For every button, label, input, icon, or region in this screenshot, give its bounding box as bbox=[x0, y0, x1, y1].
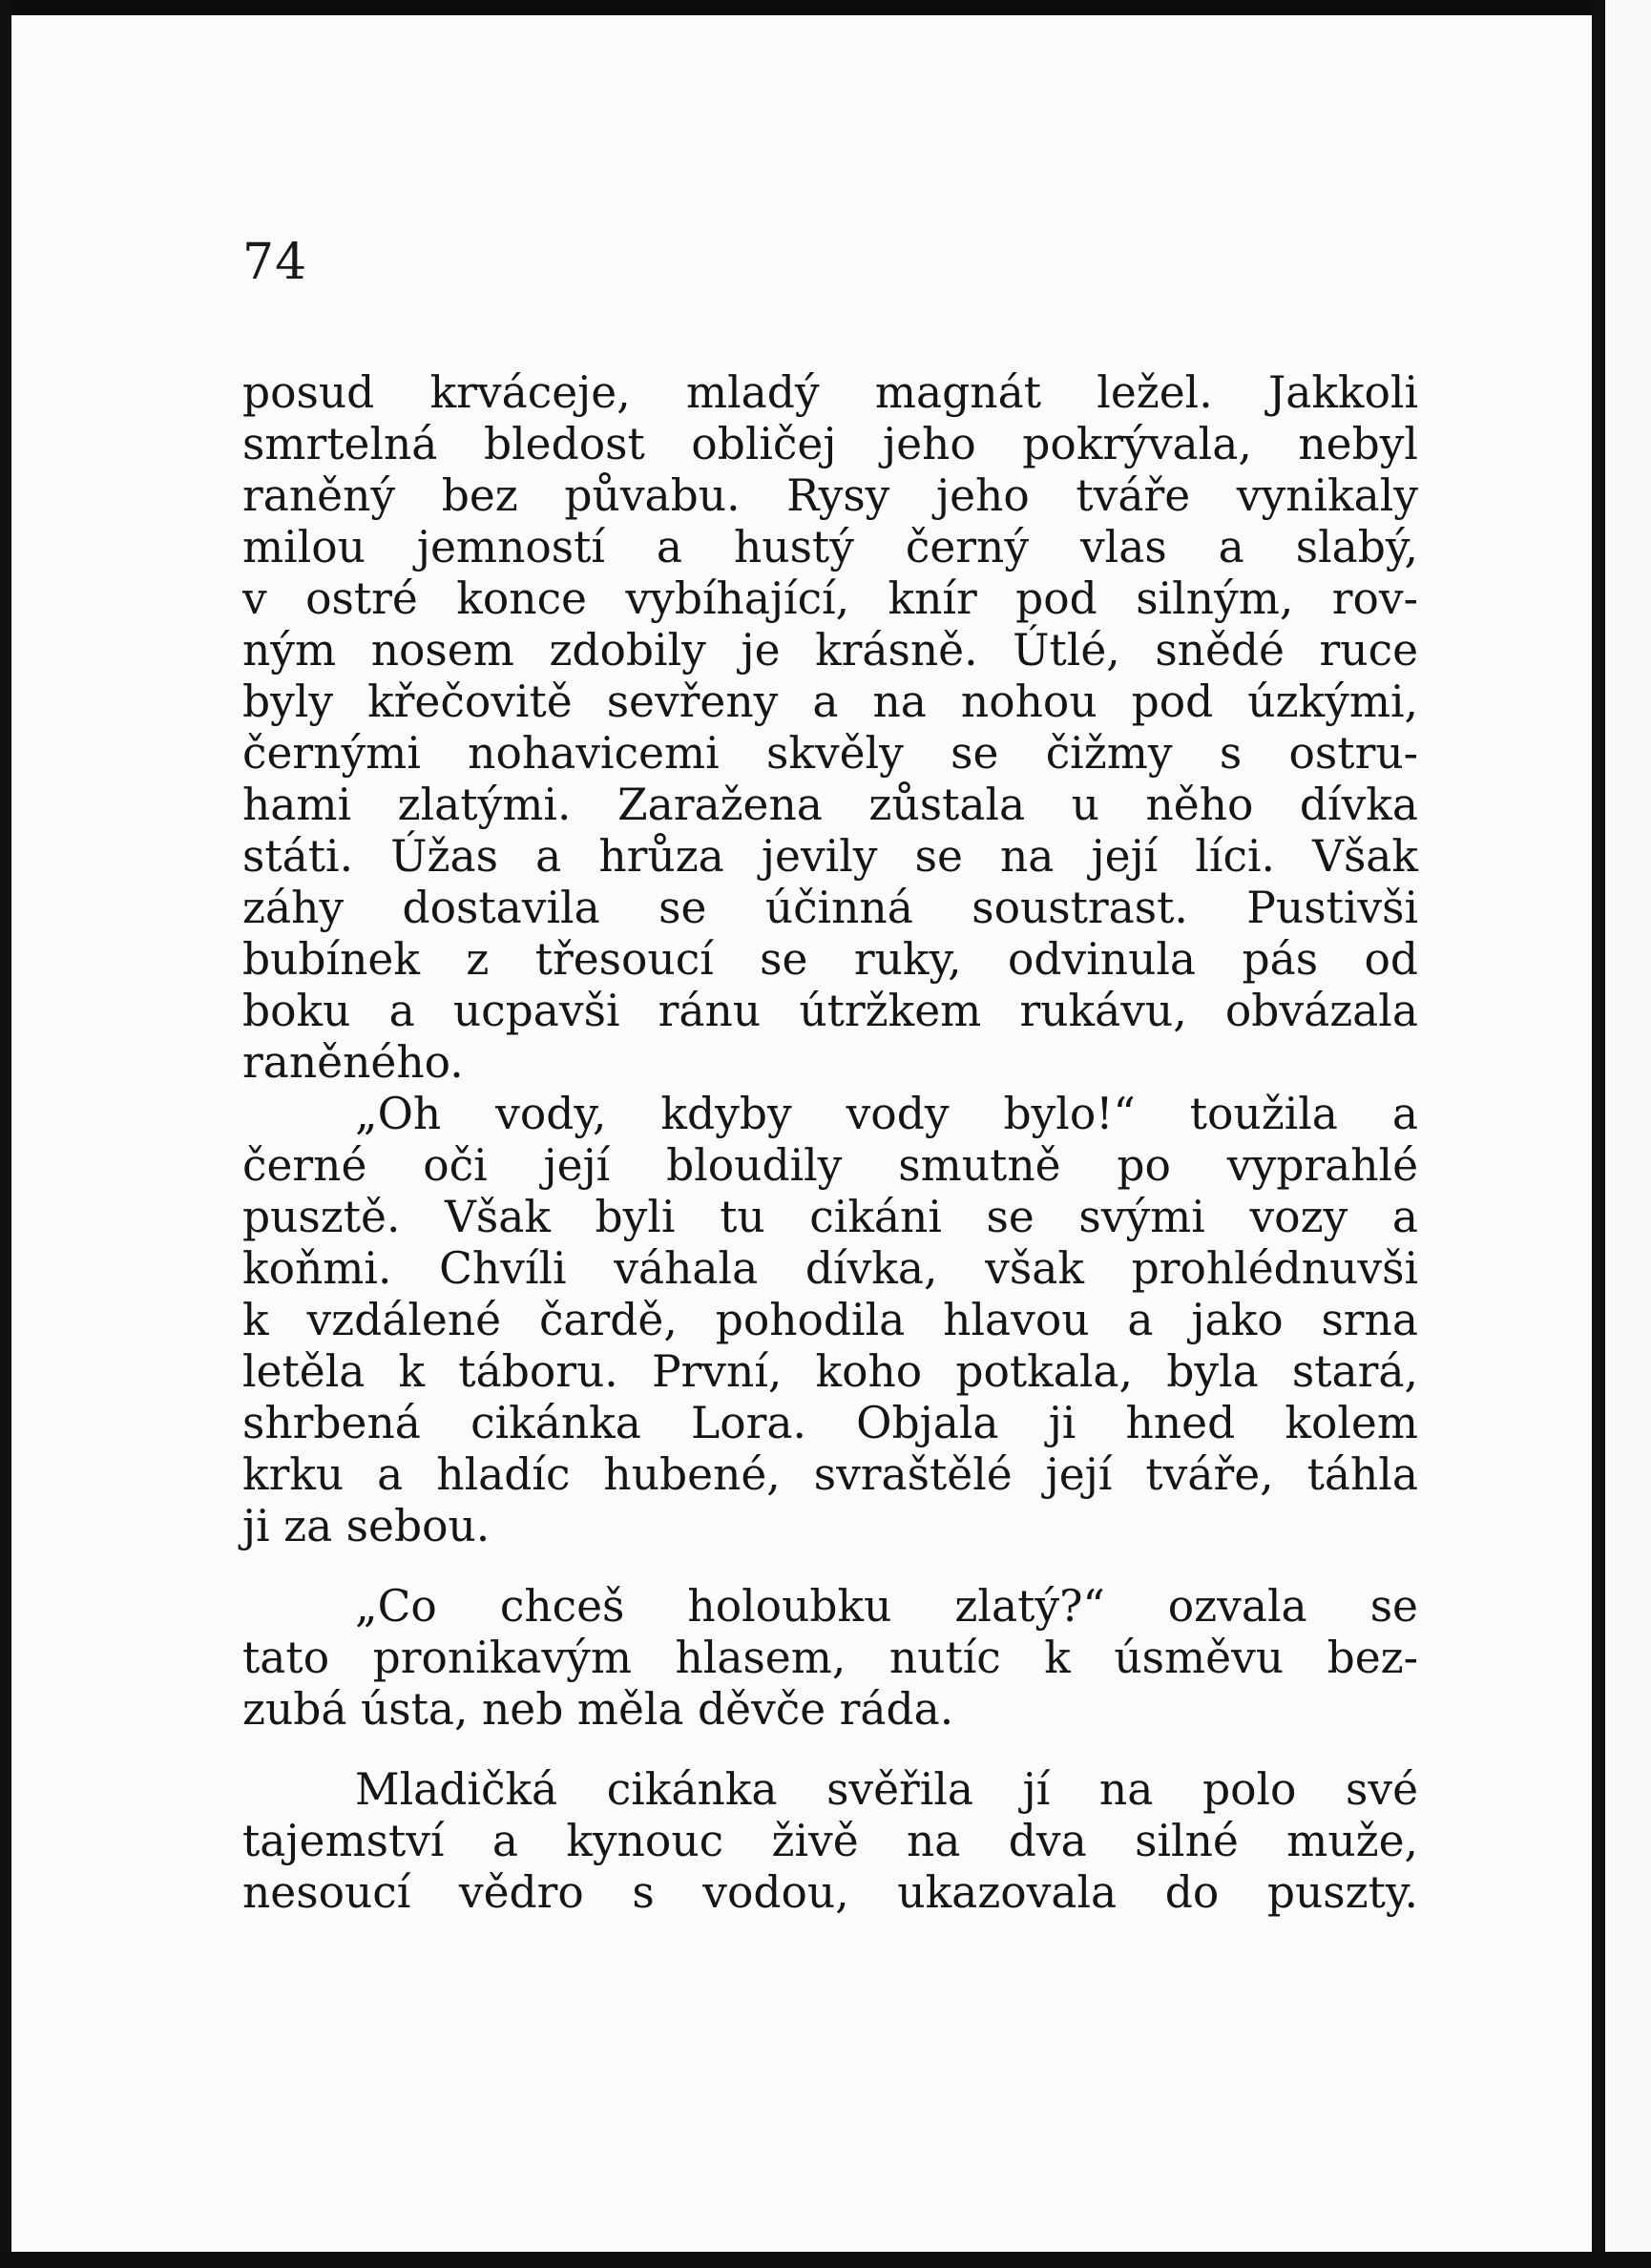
scan-border-left bbox=[0, 0, 11, 2268]
text-line: bubínek z třesoucí se ruky, odvinula pás od bbox=[242, 934, 1418, 985]
text-line: černé oči její bloudily smutně po vyprahlé bbox=[242, 1140, 1418, 1191]
text-line: tato pronikavým hlasem, nutíc k úsměvu bez- bbox=[242, 1633, 1418, 1683]
paragraph bbox=[242, 1764, 1418, 1919]
text-line: ji za sebou. bbox=[242, 1501, 491, 1551]
text-line: státi. Úžas a hrůza jevily se na její líci. Však bbox=[242, 831, 1418, 882]
text-line: letěla k táboru. První, koho potkala, byla stará, bbox=[242, 1346, 1418, 1397]
paragraph-gap bbox=[242, 1736, 1418, 1764]
body-text bbox=[242, 367, 1418, 1919]
text-line: byly křečovitě sevřeny a na nohou pod úzkými, bbox=[242, 676, 1418, 727]
text-line: shrbená cikánka Lora. Objala ji hned kolem bbox=[242, 1398, 1418, 1448]
paragraph bbox=[242, 1089, 1418, 1552]
paragraph bbox=[242, 367, 1418, 1089]
paragraph bbox=[242, 1581, 1418, 1736]
text-line: ným nosem zdobily je krásně. Útlé, snědé ruce bbox=[242, 625, 1418, 676]
text-line: milou jemností a hustý černý vlas a slabý, bbox=[242, 522, 1418, 572]
text-line: nesoucí vědro s vodou, ukazovala do puszty. bbox=[242, 1867, 1418, 1918]
text-line: krku a hladíc hubené, svraštělé její tváře, táhla bbox=[242, 1449, 1418, 1500]
text-line: „Oh vody, kdyby vody bylo!“ toužila a bbox=[355, 1089, 1418, 1139]
page-number: 74 bbox=[242, 234, 308, 291]
text-line: raněný bez půvabu. Rysy jeho tváře vynikaly bbox=[242, 470, 1418, 521]
text-line: v ostré konce vybíhající, knír pod silným, rov- bbox=[242, 573, 1418, 624]
scan-border-right bbox=[1592, 0, 1605, 2268]
text-line: zubá ústa, neb měla děvče ráda. bbox=[242, 1684, 954, 1735]
scan-margin-right bbox=[1605, 0, 1651, 2268]
text-line: raněného. bbox=[242, 1037, 464, 1088]
scan-border-top bbox=[0, 0, 1651, 15]
text-line: tajemství a kynouc živě na dva silné muže, bbox=[242, 1816, 1418, 1866]
paragraph-gap bbox=[242, 1552, 1418, 1581]
text-line: hami zlatými. Zaražena zůstala u něho dívka bbox=[242, 780, 1418, 830]
text-line: koňmi. Chvíli váhala dívka, však prohlédnuvši bbox=[242, 1243, 1418, 1294]
text-line: boku a ucpavši ránu útržkem rukávu, obvázala bbox=[242, 986, 1418, 1036]
text-line: posud krváceje, mladý magnát ležel. Jakkoli bbox=[242, 367, 1418, 418]
text-line: černými nohavicemi skvěly se čižmy s ostru- bbox=[242, 728, 1418, 779]
text-line: k vzdálené čardě, pohodila hlavou a jako srna bbox=[242, 1295, 1418, 1345]
text-line: Mladičká cikánka svěřila jí na polo své bbox=[355, 1764, 1418, 1815]
text-line: záhy dostavila se účinná soustrast. Pustivši bbox=[242, 883, 1418, 933]
scan-border-bottom bbox=[0, 2252, 1651, 2268]
text-line: pusztě. Však byli tu cikáni se svými vozy a bbox=[242, 1192, 1418, 1242]
text-line: „Co chceš holoubku zlatý?“ ozvala se bbox=[355, 1581, 1418, 1632]
text-line: smrtelná bledost obličej jeho pokrývala, nebyl bbox=[242, 419, 1418, 469]
